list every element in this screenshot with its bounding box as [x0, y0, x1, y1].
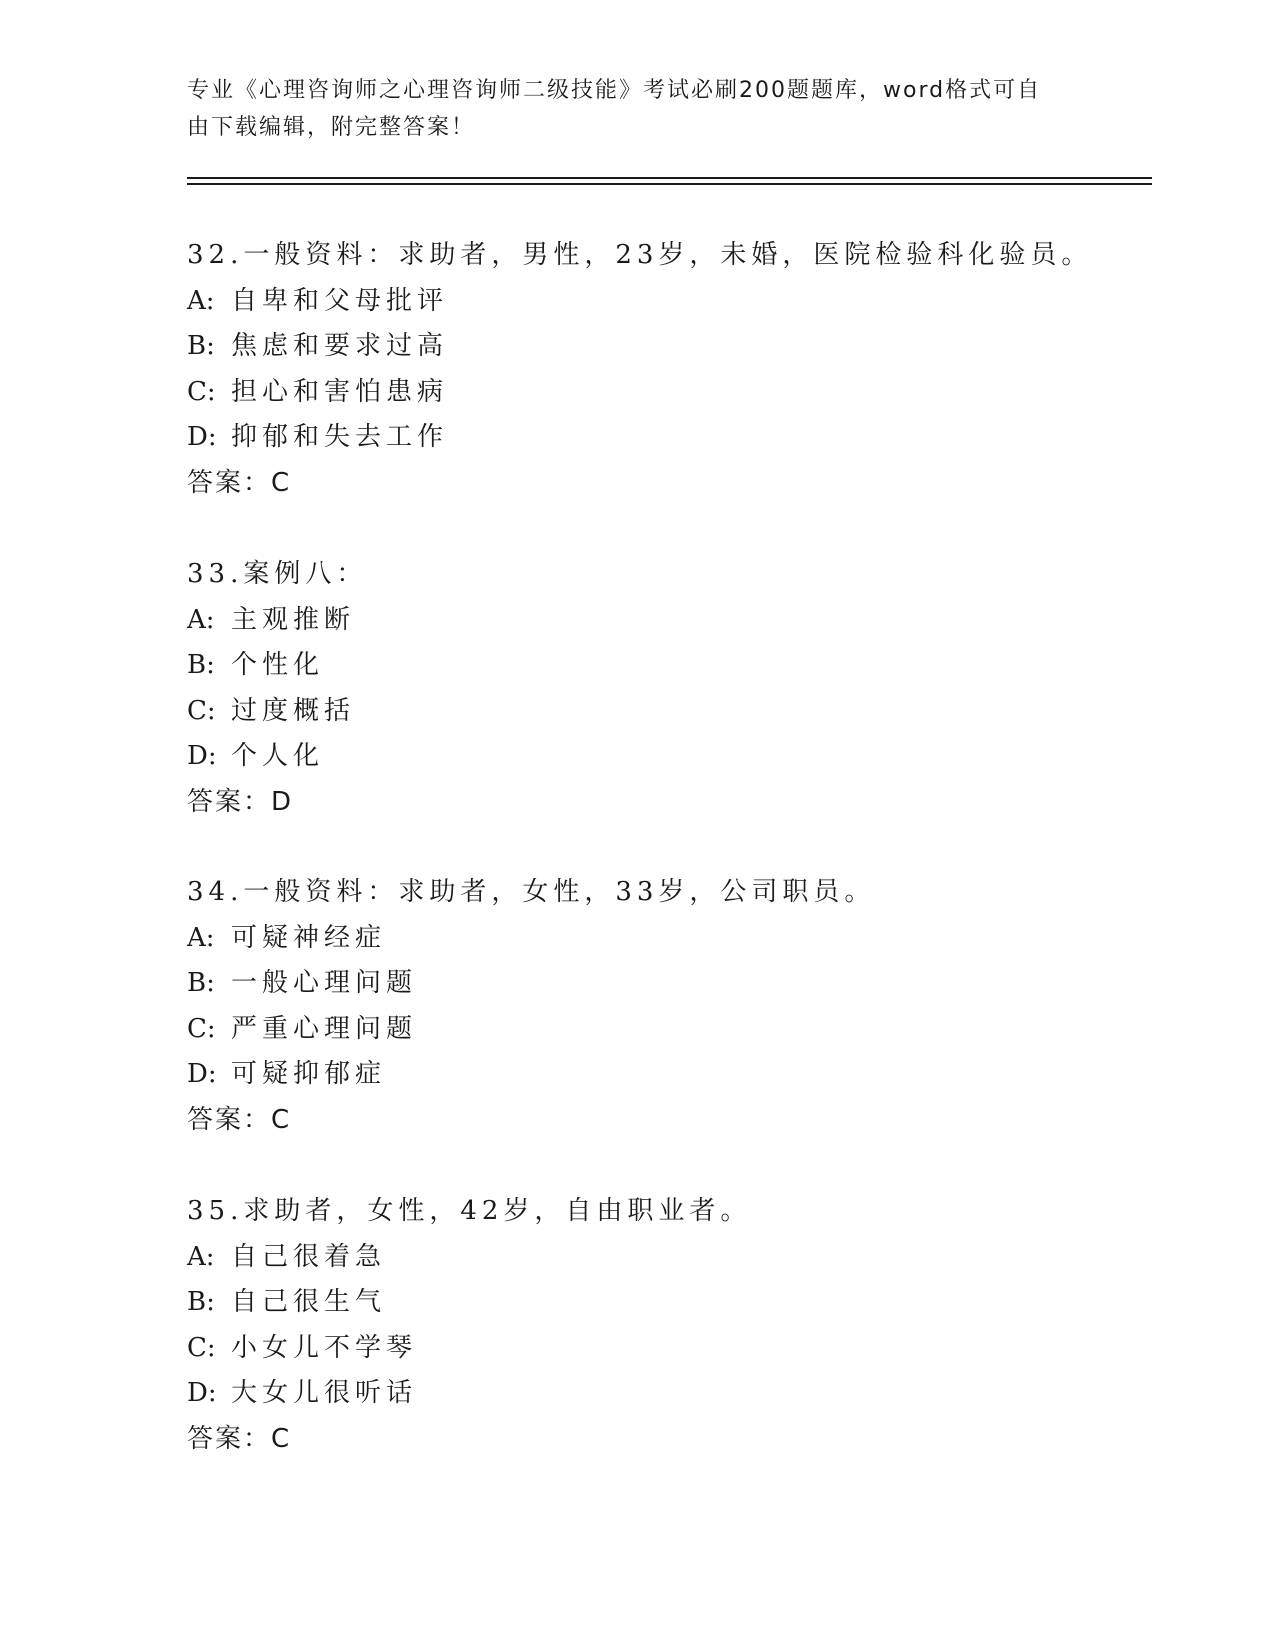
option-text: 严重心理问题 — [231, 1013, 418, 1044]
option-text: 焦虑和要求过高 — [231, 331, 449, 361]
question-stem: 34.一般资料：求助者，女性，33岁，公司职员。 — [187, 877, 876, 907]
option-text: 自卑和父母批评 — [231, 285, 449, 316]
option-c — [187, 1326, 1147, 1372]
option-key: D: — [187, 1059, 217, 1089]
option-d — [187, 734, 1147, 780]
option-text: 大女儿很听话 — [231, 1378, 418, 1408]
option-key: A: — [187, 285, 215, 316]
answer-line: 答案：C — [187, 1423, 292, 1454]
option-text: 可疑神经症 — [231, 922, 387, 953]
header-divider-top — [187, 177, 1152, 179]
document-header — [187, 72, 1067, 146]
question-34 — [187, 870, 1147, 1143]
question-32 — [187, 233, 1147, 506]
option-c — [187, 689, 1147, 735]
option-text: 抑郁和失去工作 — [231, 422, 449, 452]
option-a — [187, 279, 1147, 325]
header-divider-bottom — [187, 183, 1152, 185]
option-c — [187, 370, 1147, 416]
option-text: 自己很着急 — [231, 1241, 387, 1272]
header-line-2: 由下载编辑，附完整答案！ — [187, 115, 476, 140]
question-33 — [187, 552, 1147, 825]
option-text: 主观推断 — [231, 604, 356, 635]
option-text: 个人化 — [231, 741, 325, 771]
option-key: B: — [187, 1287, 215, 1317]
option-d — [187, 415, 1147, 461]
option-text: 个性化 — [231, 650, 325, 680]
option-text: 小女儿不学琴 — [231, 1332, 418, 1363]
option-key: A: — [187, 922, 215, 953]
answer-line: 答案：C — [187, 467, 292, 498]
option-d — [187, 1371, 1147, 1417]
option-key: A: — [187, 1241, 215, 1272]
option-key: D: — [187, 422, 217, 452]
option-text: 一般心理问题 — [231, 968, 418, 998]
option-key: C: — [187, 376, 216, 407]
option-text: 可疑抑郁症 — [231, 1059, 387, 1089]
option-text: 过度概括 — [231, 695, 356, 726]
option-a — [187, 598, 1147, 644]
option-key: C: — [187, 695, 216, 726]
option-key: B: — [187, 650, 215, 680]
option-a — [187, 1235, 1147, 1281]
option-key: A: — [187, 604, 215, 635]
option-c — [187, 1007, 1147, 1053]
option-key: C: — [187, 1332, 216, 1363]
option-key: B: — [187, 331, 215, 361]
option-text: 自己很生气 — [231, 1287, 387, 1317]
option-key: C: — [187, 1013, 216, 1044]
header-line-1: 专业《心理咨询师之心理咨询师二级技能》考试必刷200题题库，word格式可自 — [187, 78, 1042, 103]
option-b — [187, 961, 1147, 1007]
question-stem: 33.案例八： — [187, 559, 368, 589]
option-b — [187, 1280, 1147, 1326]
option-b — [187, 643, 1147, 689]
option-d — [187, 1052, 1147, 1098]
option-key: D: — [187, 741, 217, 771]
option-a — [187, 916, 1147, 962]
option-key: B: — [187, 968, 215, 998]
option-key: D: — [187, 1378, 217, 1408]
question-stem: 35.求助者，女性，42岁，自由职业者。 — [187, 1196, 752, 1226]
question-35 — [187, 1189, 1147, 1462]
option-text: 担心和害怕患病 — [231, 376, 449, 407]
answer-line: 答案：D — [187, 786, 294, 817]
option-b — [187, 324, 1147, 370]
question-stem: 32.一般资料：求助者，男性，23岁，未婚，医院检验科化验员。 — [187, 240, 1093, 270]
answer-line: 答案：C — [187, 1104, 292, 1135]
